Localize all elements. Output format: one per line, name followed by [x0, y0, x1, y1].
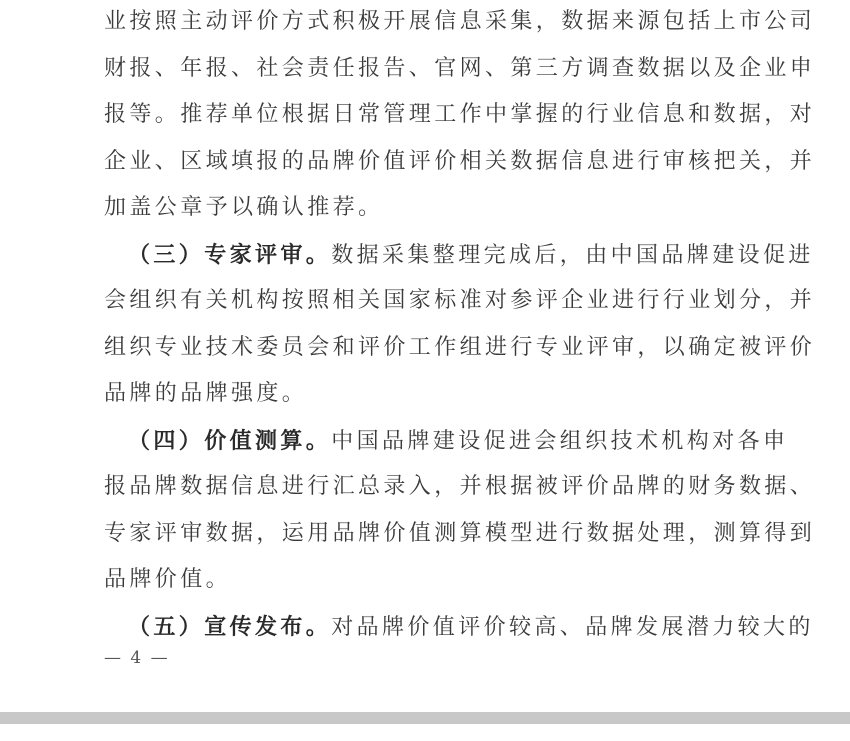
page-number: — 4 —: [104, 648, 170, 668]
next-page-edge: [0, 724, 850, 741]
section-4-first-line: [128, 427, 788, 456]
section-5-first-line: [128, 613, 814, 642]
section-4-lead: 中国品牌建设促进会组织技术机构对各申: [331, 429, 789, 454]
paragraph-line: 组织专业技术委员会和评价工作组进行专业评审，以确定被评价: [104, 335, 816, 360]
paragraph-line: 报品牌数据信息进行汇总录入，并根据被评价品牌的财务数据、: [104, 474, 816, 499]
section-3-heading: （三）专家评审。: [128, 242, 332, 268]
section-3-first-line: [128, 241, 814, 270]
paragraph-line: 专家评审数据，运用品牌价值测算模型进行数据处理，测算得到: [104, 521, 816, 546]
section-5-lead: 对品牌价值评价较高、品牌发展潜力较大的: [331, 615, 814, 640]
paragraph-line: 会组织有关机构按照相关国家标准对参评企业进行行业划分，并: [104, 288, 816, 313]
paragraph-line: 品牌价值。: [104, 567, 232, 592]
paragraph-line: 财报、年报、社会责任报告、官网、第三方调查数据以及企业申: [104, 56, 816, 81]
section-4-heading: （四）价值测算。: [128, 428, 332, 454]
paragraph-line: 报等。推荐单位根据日常管理工作中掌握的行业信息和数据，对: [104, 102, 816, 127]
section-3-lead: 数据采集整理完成后，由中国品牌建设促进: [331, 243, 814, 268]
section-5-heading: （五）宣传发布。: [128, 614, 332, 640]
page-separator-bar: [0, 712, 850, 724]
paragraph-line: 加盖公章予以确认推荐。: [104, 195, 384, 220]
paragraph-line: 业按照主动评价方式积极开展信息采集，数据来源包括上市公司: [104, 9, 816, 34]
paragraph-line: 品牌的品牌强度。: [104, 381, 308, 406]
paragraph-line: 企业、区域填报的品牌价值评价相关数据信息进行审核把关，并: [104, 149, 816, 174]
